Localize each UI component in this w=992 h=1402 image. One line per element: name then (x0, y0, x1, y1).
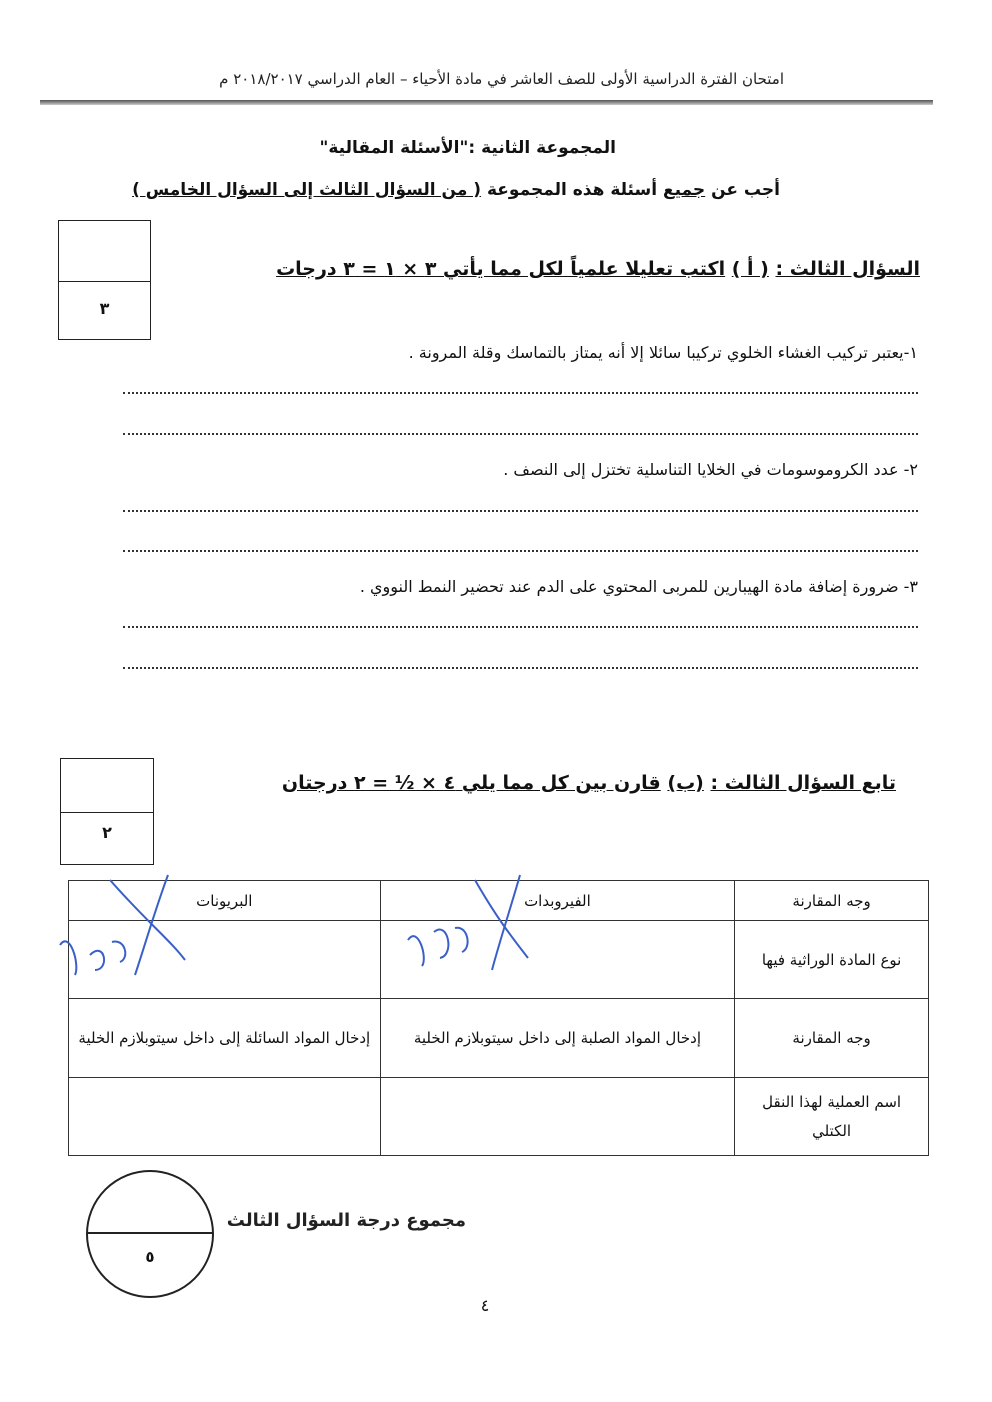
q3b-grade-value: ٢ (102, 823, 112, 842)
instruction-prefix: أجب عن (705, 180, 780, 200)
table-header-row (69, 881, 929, 921)
table-header-cell: الفيروبدات (380, 881, 735, 921)
q3b-label: تابع السؤال الثالث : (710, 772, 896, 794)
q3a-title (276, 258, 920, 280)
q3a-item-1: ١-يعتبر تركيب الغشاء الخلوي تركيبا سائلا إلا أنه يمتاز بالتماسك وقلة المرونة . (408, 343, 918, 362)
table-cell[interactable] (69, 1078, 381, 1156)
table-cell[interactable] (380, 921, 735, 999)
total-grade-value: ٥ (145, 1248, 155, 1266)
instruction-mid: أسئلة هذه المجموعة (481, 180, 663, 200)
total-grade-label: مجموع درجة السؤال الثالث (226, 1210, 466, 1231)
q3b-text: قارن بين كل مما يلي ٤ × ½ = ٢ درجتان (281, 772, 661, 794)
table-row (69, 999, 929, 1078)
q3a-item-2: ٢- عدد الكروموسومات في الخلايا التناسلية تختزل إلى النصف . (503, 460, 918, 479)
table-cell[interactable]: إدخال المواد السائلة إلى داخل سيتوبلازم الخلية (69, 999, 381, 1078)
table-row-label: نوع المادة الوراثية فيها (735, 921, 929, 999)
table-cell[interactable] (380, 1078, 735, 1156)
q3a-grade-box (58, 220, 151, 340)
group-instruction (132, 180, 780, 200)
answer-line[interactable] (123, 510, 918, 512)
answer-line[interactable] (123, 667, 918, 669)
table-row-label: اسم العملية لهذا النقل الكتلي (735, 1078, 929, 1156)
answer-line[interactable] (123, 433, 918, 435)
instruction-all: جميع (662, 180, 706, 200)
q3a-item-3: ٣- ضرورة إضافة مادة الهيبارين للمربى المحتوي على الدم عند تحضير النمط النووي . (359, 577, 918, 596)
header-divider (40, 100, 933, 105)
table-row-label: وجه المقارنة (735, 999, 929, 1078)
exam-header-title: امتحان الفترة الدراسية الأولى للصف العاشر في مادة الأحياء – العام الدراسي ٢٠١٨/٢٠١٧ م (219, 70, 784, 88)
answer-line[interactable] (123, 550, 918, 552)
grade-box-divider (61, 812, 153, 813)
q3b-title (282, 772, 896, 794)
q3a-grade-value: ٣ (99, 299, 110, 318)
comparison-table (68, 880, 929, 1156)
q3a-text: اكتب تعليلا علمياً لكل مما يأتي ٣ × ١ = ٣ درجات (276, 258, 726, 280)
circle-divider (88, 1232, 212, 1234)
q3a-label: السؤال الثالث : (775, 258, 920, 280)
table-row (69, 921, 929, 999)
q3b-grade-box (60, 758, 154, 865)
answer-line[interactable] (123, 392, 918, 394)
instruction-range: ( من السؤال الثالث إلى السؤال الخامس ) (132, 180, 482, 200)
grade-box-divider (59, 281, 150, 282)
table-cell[interactable] (69, 921, 381, 999)
table-header-cell: البريونات (69, 881, 381, 921)
group-title: المجموعة الثانية :"الأسئلة المقالية" (319, 138, 616, 158)
q3a-part: ( أ ) (731, 258, 769, 280)
table-header-cell: وجه المقارنة (735, 881, 929, 921)
answer-line[interactable] (123, 626, 918, 628)
q3b-part: (ب) (667, 772, 704, 794)
page-number: ٤ (480, 1296, 490, 1315)
total-grade-circle (86, 1170, 214, 1298)
table-row (69, 1078, 929, 1156)
table-cell[interactable]: إدخال المواد الصلبة إلى داخل سيتوبلازم الخلية (380, 999, 735, 1078)
